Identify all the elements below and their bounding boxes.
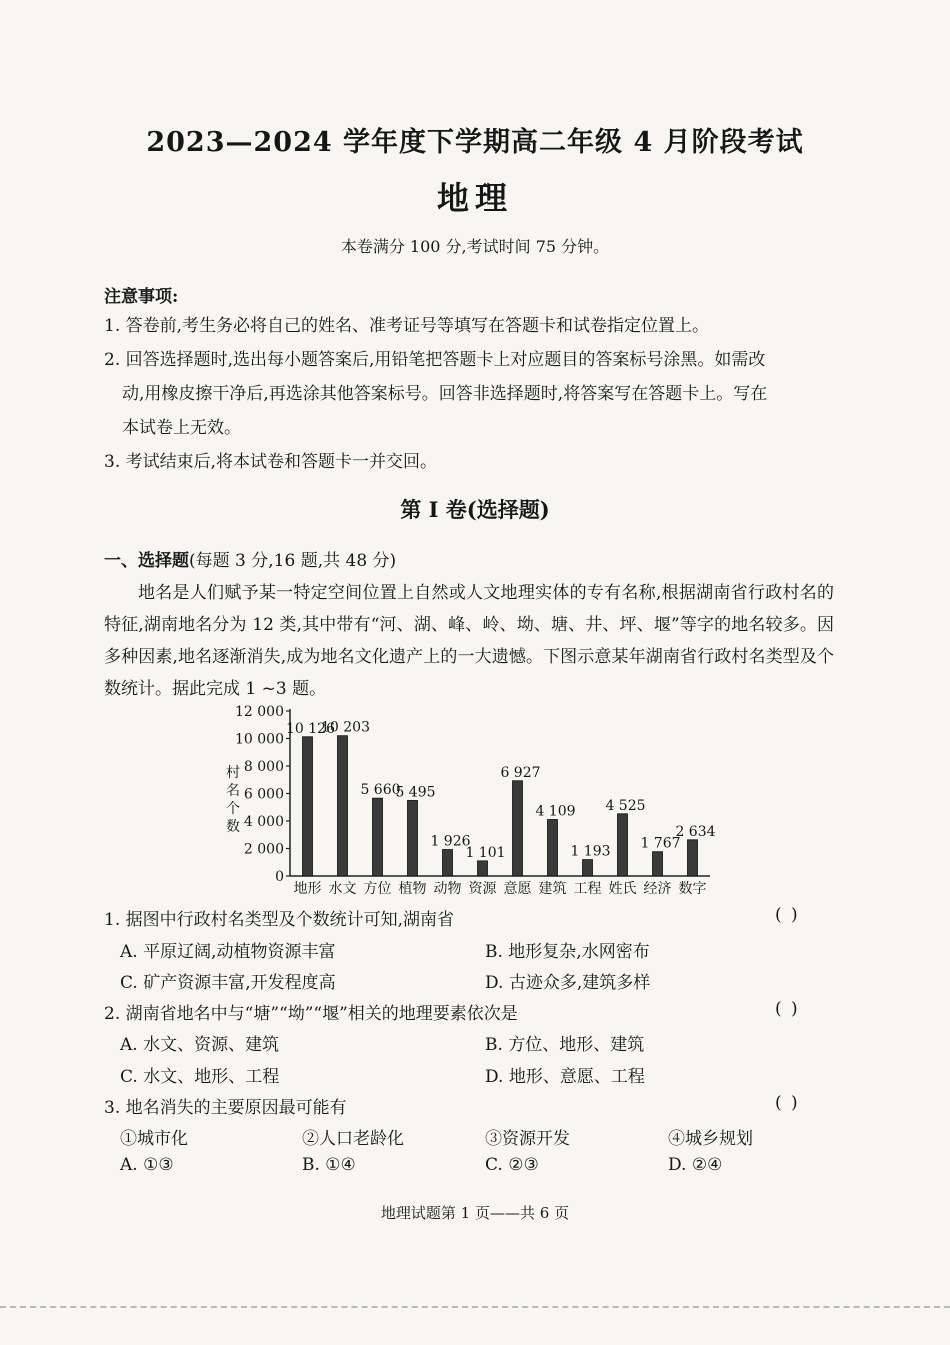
bar (653, 852, 663, 876)
bar-value-label: 5 660 (360, 782, 401, 799)
bar-chart (200, 700, 720, 900)
y-tick-label: 10 000 (235, 731, 284, 748)
bar-value-label: 6 927 (500, 764, 541, 781)
notice-item: 1. 答卷前,考生务必将自己的姓名、准考证号等填写在答题卡和试卷指定位置上。 (104, 316, 710, 336)
y-axis-label-char: 名 (226, 783, 240, 799)
question-3-item-3: ③资源开发 (485, 1129, 570, 1149)
question-2-option-d: D. 地形、意愿、工程 (485, 1067, 645, 1087)
x-category-label: 地形 (293, 881, 322, 897)
notice-item: 2. 回答选择题时,选出每小题答案后,用铅笔把答题卡上对应题目的答案标号涂黑。如需改 (104, 350, 766, 370)
question-3-option-c: C. ②③ (485, 1155, 539, 1175)
section-title: 第 I 卷(选择题) (400, 497, 550, 522)
question-3-item-1: ①城市化 (120, 1129, 188, 1149)
question-2-option-a: A. 水文、资源、建筑 (120, 1035, 280, 1055)
y-tick-label: 12 000 (235, 704, 284, 720)
bar-value-label: 4 109 (535, 803, 576, 820)
y-axis-label-char: 数 (226, 819, 240, 835)
question-3-stem: 3. 地名消失的主要原因最可能有 (104, 1098, 347, 1118)
question-3-option-a: A. ①③ (120, 1155, 174, 1175)
part-title (104, 546, 396, 571)
exam-title: 2023—2024 学年度下学期高二年级 4 月阶段考试 (146, 127, 804, 158)
bar-value-label: 4 525 (605, 797, 646, 814)
question-1-option-a: A. 平原辽阔,动植物资源丰富 (120, 942, 336, 962)
question-2-stem: 2. 湖南省地名中与“塘”“坳”“堰”相关的地理要素依次是 (104, 1004, 518, 1024)
question-3-item-2: ②人口老龄化 (302, 1129, 404, 1149)
bar-value-label: 5 495 (395, 784, 436, 801)
question-3-option-b: B. ①④ (302, 1155, 356, 1175)
y-tick-label: 0 (275, 869, 284, 885)
bar-value-label: 1 193 (570, 843, 611, 860)
y-axis-label-char: 个 (226, 801, 240, 817)
question-2-answer-blank: ( ) (775, 999, 800, 1019)
x-category-label: 姓氏 (608, 881, 637, 897)
notice-title: 注意事项: (104, 287, 179, 307)
bar (478, 861, 488, 876)
x-category-label: 资源 (468, 881, 497, 897)
bar (338, 736, 348, 876)
notice-item: 动,用橡皮擦干净后,再选涂其他答案标号。回答非选择题时,将答案写在答题卡上。写在 (122, 384, 768, 404)
bar (548, 820, 558, 876)
subject-title: 地理 (436, 179, 513, 217)
part-detail: (每题 3 分,16 题,共 48 分) (189, 551, 397, 571)
x-category-label: 植物 (398, 881, 427, 897)
binding-dashed-line (0, 1306, 950, 1308)
question-1-option-c: C. 矿产资源丰富,开发程度高 (120, 973, 336, 993)
y-tick-label: 2 000 (243, 841, 284, 858)
bar (373, 798, 383, 876)
bar-value-label: 1 767 (640, 835, 681, 852)
question-2-option-b: B. 方位、地形、建筑 (485, 1035, 645, 1055)
question-3-option-d: D. ②④ (668, 1155, 723, 1175)
question-3-item-4: ④城乡规划 (668, 1129, 753, 1149)
x-category-label: 数字 (678, 881, 707, 897)
x-category-label: 工程 (573, 881, 602, 897)
x-category-label: 建筑 (538, 881, 567, 897)
x-category-label: 水文 (328, 881, 357, 897)
bar-value-label: 10 126 (286, 720, 335, 737)
x-category-label: 方位 (363, 881, 392, 897)
passage: 地名是人们赋予某一特定空间位置上自然或人文地理实体的专有名称,根据湖南省行政村名的特征,湖南地名分为 12 类,其中带有“河、湖、峰、岭、坳、塘、井、坪、堰”等字的地名较多。因多种因素,地名逐渐消失,成为地名文化遗产上的一大遗憾。下图示意某年湖南省行政村名类型及个数统计。据此完成 1 ~3 题。 (104, 583, 834, 699)
bar (618, 814, 628, 876)
y-tick-label: 6 000 (243, 786, 284, 803)
bar-value-label: 1 101 (465, 844, 506, 861)
x-category-label: 经济 (643, 881, 672, 897)
y-axis-label-char: 村 (226, 765, 240, 781)
y-tick-label: 8 000 (243, 759, 284, 775)
bar-value-label: 1 926 (430, 833, 471, 850)
question-1-stem: 1. 据图中行政村名类型及个数统计可知,湖南省 (104, 910, 455, 930)
bar (583, 860, 593, 876)
x-category-label: 意愿 (503, 881, 532, 897)
notice-item: 3. 考试结束后,将本试卷和答题卡一并交回。 (104, 452, 438, 472)
y-tick-label: 4 000 (243, 814, 284, 830)
notice-item: 本试卷上无效。 (122, 418, 241, 438)
x-category-label: 动物 (433, 881, 462, 897)
question-1-answer-blank: ( ) (775, 905, 800, 925)
question-2-option-c: C. 水文、地形、工程 (120, 1067, 280, 1087)
question-1-option-b: B. 地形复杂,水网密布 (485, 942, 650, 962)
bar (513, 781, 523, 876)
bar-value-label: 2 634 (675, 823, 716, 840)
exam-info: 本卷满分 100 分,考试时间 75 分钟。 (340, 237, 610, 256)
bar (688, 840, 698, 876)
part-label: 一、选择题 (104, 551, 189, 571)
bar-value-label: 10 203 (321, 719, 370, 736)
question-1-option-d: D. 古迹众多,建筑多样 (485, 973, 651, 993)
page-footer: 地理试题第 1 页——共 6 页 (380, 1204, 570, 1222)
notice-list (104, 309, 849, 479)
bar (443, 850, 453, 876)
question-3-answer-blank: ( ) (775, 1093, 800, 1113)
bar (303, 737, 313, 876)
bar (408, 800, 418, 876)
